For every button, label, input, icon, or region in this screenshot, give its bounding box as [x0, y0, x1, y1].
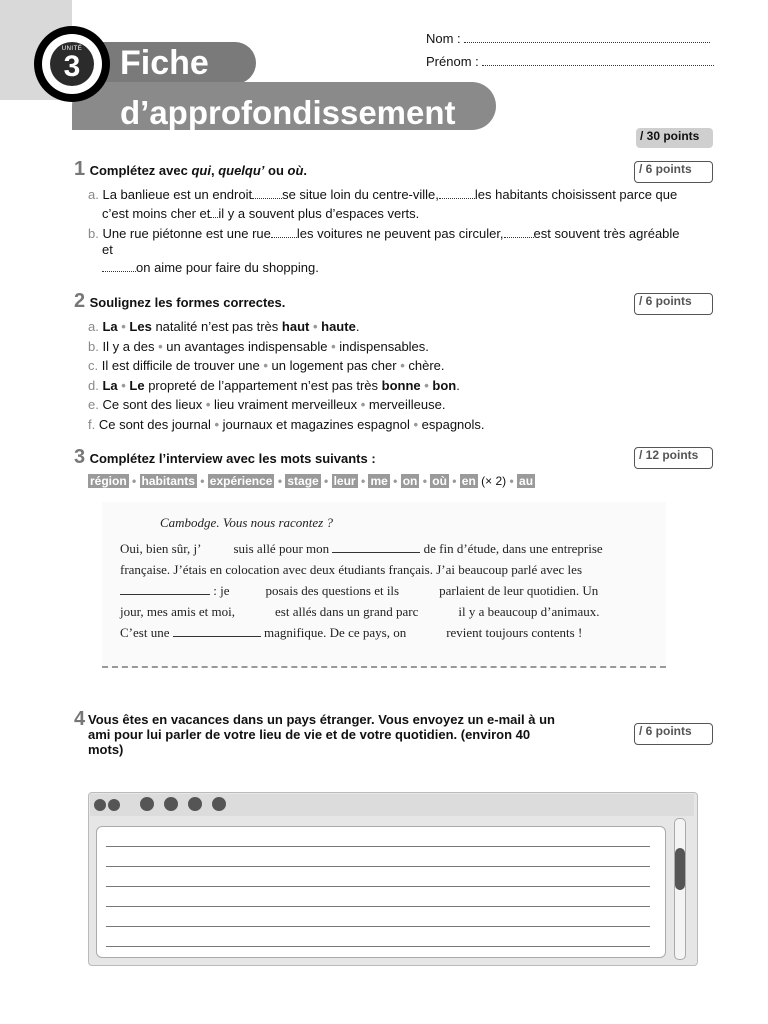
- q1-number: 1: [74, 158, 86, 180]
- q1-item-a: [88, 186, 677, 204]
- q1-b-blank3[interactable]: [102, 260, 136, 272]
- q2-item: [88, 377, 460, 395]
- q2-text: un: [271, 358, 287, 373]
- q2-text: merveilleuse: [368, 397, 442, 412]
- q3-points: / 12 points: [634, 447, 713, 469]
- print-icon[interactable]: [212, 797, 226, 811]
- choice-separator: •: [154, 338, 167, 354]
- q2-text: .: [441, 397, 446, 412]
- q2-text: espagnols: [421, 416, 481, 432]
- q1-a-text3: les habitants choisissent parce que: [474, 187, 678, 202]
- word-tag: au: [519, 474, 534, 488]
- scan-blank-3[interactable]: [173, 625, 261, 637]
- writing-line: [106, 846, 650, 847]
- q1-title: Complétez avec qui, quelqu’ ou où.: [89, 163, 308, 178]
- q2-text: Ce sont des: [98, 416, 172, 432]
- choice-separator: •: [309, 319, 322, 334]
- word-tag: expérience: [209, 474, 273, 488]
- choice-separator: •: [396, 358, 409, 373]
- q2-text: lieu: [214, 397, 235, 412]
- scan-line-2: française. J’étais en colocation avec deux étudiants français. J’ai beaucoup parlé avec les: [120, 562, 583, 577]
- q2-text: .: [355, 319, 360, 334]
- unit-badge-center: [50, 42, 94, 86]
- q2-text: indispensable: [247, 338, 328, 354]
- q2-text: lieux: [175, 397, 203, 412]
- q2-text: logement pas: [286, 358, 372, 373]
- writing-line: [106, 886, 650, 887]
- q1-b-et: et: [102, 242, 113, 257]
- word-tag: en: [461, 474, 476, 488]
- word-separator: •: [506, 474, 518, 488]
- q2-item-letter: e.: [88, 397, 103, 412]
- q2-heading: [74, 290, 285, 313]
- choice-option[interactable]: La: [102, 319, 118, 334]
- total-points: / 30 points: [636, 128, 713, 148]
- q2-item: [88, 318, 359, 336]
- scan-line-3: [120, 583, 598, 599]
- word-tag: me: [370, 474, 388, 488]
- q2-text: avantages: [180, 338, 248, 354]
- word-separator: •: [196, 474, 208, 488]
- q2-item: [88, 357, 445, 375]
- q4-points: / 6 points: [634, 723, 713, 745]
- nom-line[interactable]: [464, 42, 710, 43]
- choice-separator: •: [409, 416, 422, 432]
- q2-text: .: [480, 416, 485, 432]
- q1-item-a-cont: [102, 205, 419, 223]
- q1-b-blank1[interactable]: [271, 226, 297, 238]
- page-title-line1: Fiche: [120, 44, 209, 82]
- q2-text: .: [456, 377, 460, 393]
- scan-blank-1[interactable]: [332, 541, 420, 553]
- writing-line: [106, 866, 650, 867]
- scan-l5a: C’est une: [120, 625, 170, 640]
- q2-text: et magazines: [272, 416, 358, 432]
- q2-item-letter: f.: [88, 416, 99, 432]
- minimize-icon[interactable]: [108, 799, 120, 811]
- word-tag: région: [90, 474, 127, 488]
- choice-option[interactable]: haut: [281, 319, 310, 334]
- scan-l4a: jour, mes amis et moi,: [120, 604, 236, 619]
- q3-title: Complétez l’interview avec les mots suivants :: [89, 451, 376, 466]
- q1-a-text5: il y a souvent plus d’espaces verts.: [218, 206, 420, 221]
- word-separator: •: [274, 474, 286, 488]
- q1-a-letter: a.: [88, 187, 99, 202]
- scan-blank-2[interactable]: [120, 583, 210, 595]
- scrollbar-thumb[interactable]: [675, 848, 685, 890]
- word-separator: •: [389, 474, 401, 488]
- q1-b-text5: on aime pour faire du shopping.: [136, 260, 319, 275]
- q1-item-b: [88, 225, 680, 243]
- choice-separator: •: [210, 416, 223, 432]
- q2-item-letter: c.: [88, 358, 102, 373]
- q4-number: 4: [74, 708, 86, 730]
- scan-l3a: : je: [213, 583, 230, 598]
- q2-item-letter: b.: [88, 338, 103, 354]
- writing-line: [106, 906, 650, 907]
- choice-separator: •: [259, 358, 272, 373]
- q2-text: chère: [408, 358, 441, 373]
- choice-separator: •: [357, 397, 369, 412]
- choice-separator: •: [420, 377, 433, 393]
- scan-l1c: de fin d’étude, dans une entreprise: [423, 541, 603, 556]
- q1-a-blank1[interactable]: [252, 187, 282, 199]
- q1-b-text2: les voitures ne peuvent pas circuler,: [296, 226, 504, 241]
- scan-l3c: parlaient de leur quotidien. Un: [439, 583, 599, 598]
- writing-line: [106, 946, 650, 947]
- q1-a-blank2[interactable]: [439, 187, 475, 199]
- q2-text: Il est difficile de trouver: [101, 358, 239, 373]
- scan-l4b: est allés dans un grand parc: [275, 604, 419, 619]
- q2-text: journaux: [222, 416, 273, 432]
- q1-b-text3: est souvent très agréable: [533, 226, 680, 241]
- nom-label: Nom :: [426, 31, 461, 46]
- q2-item: [88, 338, 429, 356]
- q2-text: cher: [371, 358, 397, 373]
- times-two: (× 2): [477, 474, 507, 488]
- q2-text: Il y a: [102, 338, 134, 354]
- q2-text: des: [133, 338, 155, 354]
- q2-text: espagnol: [357, 416, 410, 432]
- close-icon[interactable]: [94, 799, 106, 811]
- q2-points: / 6 points: [634, 293, 713, 315]
- q2-text: Ce sont des: [102, 397, 176, 412]
- globe-icon[interactable]: [140, 797, 154, 811]
- writing-line: [106, 926, 650, 927]
- q1-item-b-cont: [102, 259, 319, 277]
- choice-separator: •: [327, 338, 340, 354]
- q3-word-bank: [88, 472, 535, 490]
- edit-icon[interactable]: [188, 797, 202, 811]
- q3-number: 3: [74, 446, 86, 468]
- q4-title-l2: ami pour lui parler de votre lieu de vie et de votre quotidien. (environ 40: [88, 727, 531, 742]
- q2-text: journal: [171, 416, 211, 432]
- prenom-field[interactable]: [426, 54, 714, 69]
- choice-option[interactable]: bonne: [381, 377, 421, 393]
- word-tag: on: [402, 474, 418, 488]
- page-title-line2: d’approfondissement: [120, 94, 456, 131]
- q2-text: .: [425, 338, 429, 354]
- prenom-line[interactable]: [482, 65, 714, 66]
- q2-item: [88, 396, 445, 414]
- q2-title: Soulignez les formes correctes.: [89, 295, 286, 310]
- choice-separator: •: [117, 319, 130, 334]
- q1-b-letter: b.: [88, 226, 99, 241]
- q2-text: natalité n’est pas très: [151, 319, 282, 334]
- q2-text: un: [166, 338, 181, 354]
- choice-option[interactable]: Le: [129, 377, 145, 393]
- q4-title-l3: mots): [88, 742, 124, 757]
- attachment-icon[interactable]: [164, 797, 178, 811]
- q1-a-text1: La banlieue est un endroit: [102, 187, 253, 202]
- choice-option[interactable]: bon: [432, 377, 457, 393]
- q1-points: / 6 points: [634, 161, 713, 183]
- word-separator: •: [320, 474, 332, 488]
- word-tag: leur: [333, 474, 356, 488]
- unit-label: UNITÉ: [61, 46, 83, 52]
- scan-line-4: [120, 604, 600, 620]
- choice-separator: •: [202, 397, 214, 412]
- choice-option[interactable]: haute: [321, 319, 356, 334]
- q1-b-text1: Une rue piétonne est une rue: [102, 226, 271, 241]
- choice-option[interactable]: Les: [129, 319, 152, 334]
- q1-heading: [74, 158, 307, 181]
- scan-line-1: [120, 541, 603, 557]
- scan-l3b: posais des questions et ils: [265, 583, 400, 598]
- word-separator: •: [448, 474, 460, 488]
- word-separator: •: [128, 474, 140, 488]
- q2-item: [88, 416, 485, 434]
- scan-l5c: revient toujours contents !: [446, 625, 583, 640]
- unit-number: 3: [63, 50, 81, 83]
- q4-heading: [74, 708, 85, 731]
- q2-text: merveilleux: [291, 397, 358, 412]
- q2-text: .: [440, 358, 445, 373]
- word-tag: habitants: [141, 474, 195, 488]
- word-separator: •: [357, 474, 369, 488]
- word-tag: où: [432, 474, 447, 488]
- q4-title: [88, 712, 558, 757]
- scan-l1b: suis allé pour mon: [233, 541, 330, 556]
- email-toolbar: [90, 794, 694, 816]
- scan-line-5: [120, 625, 582, 641]
- nom-field[interactable]: [426, 31, 710, 46]
- q2-text: propreté de l’appartement n’est pas très: [144, 377, 382, 393]
- q4-title-l1: Vous êtes en vacances dans un pays étranger. Vous envoyez un e-mail à un: [88, 712, 555, 727]
- scan-l4c: il y a beaucoup d’animaux.: [458, 604, 600, 619]
- word-tag: stage: [287, 474, 319, 488]
- choice-option[interactable]: La: [102, 377, 118, 393]
- prenom-label: Prénom :: [426, 54, 479, 69]
- q2-text: une: [238, 358, 260, 373]
- word-separator: •: [419, 474, 431, 488]
- q3-heading: [74, 446, 376, 469]
- q1-a-text4: c’est moins cher et: [102, 206, 211, 221]
- choice-separator: •: [117, 377, 130, 393]
- q2-text: indispensables: [339, 338, 426, 354]
- scan-l5b: magnifique. De ce pays, on: [263, 625, 407, 640]
- scan-l1a: Oui, bien sûr, j’: [120, 541, 202, 556]
- q1-a-text2: se situe loin du centre-ville,: [282, 187, 439, 202]
- q2-number: 2: [74, 290, 86, 312]
- q2-item-letter: d.: [88, 377, 103, 393]
- scan-line-0: Cambodge. Vous nous racontez ?: [160, 515, 333, 530]
- q2-item-letter: a.: [88, 319, 103, 334]
- q2-text: vraiment: [234, 397, 292, 412]
- q1-b-blank2[interactable]: [504, 226, 534, 238]
